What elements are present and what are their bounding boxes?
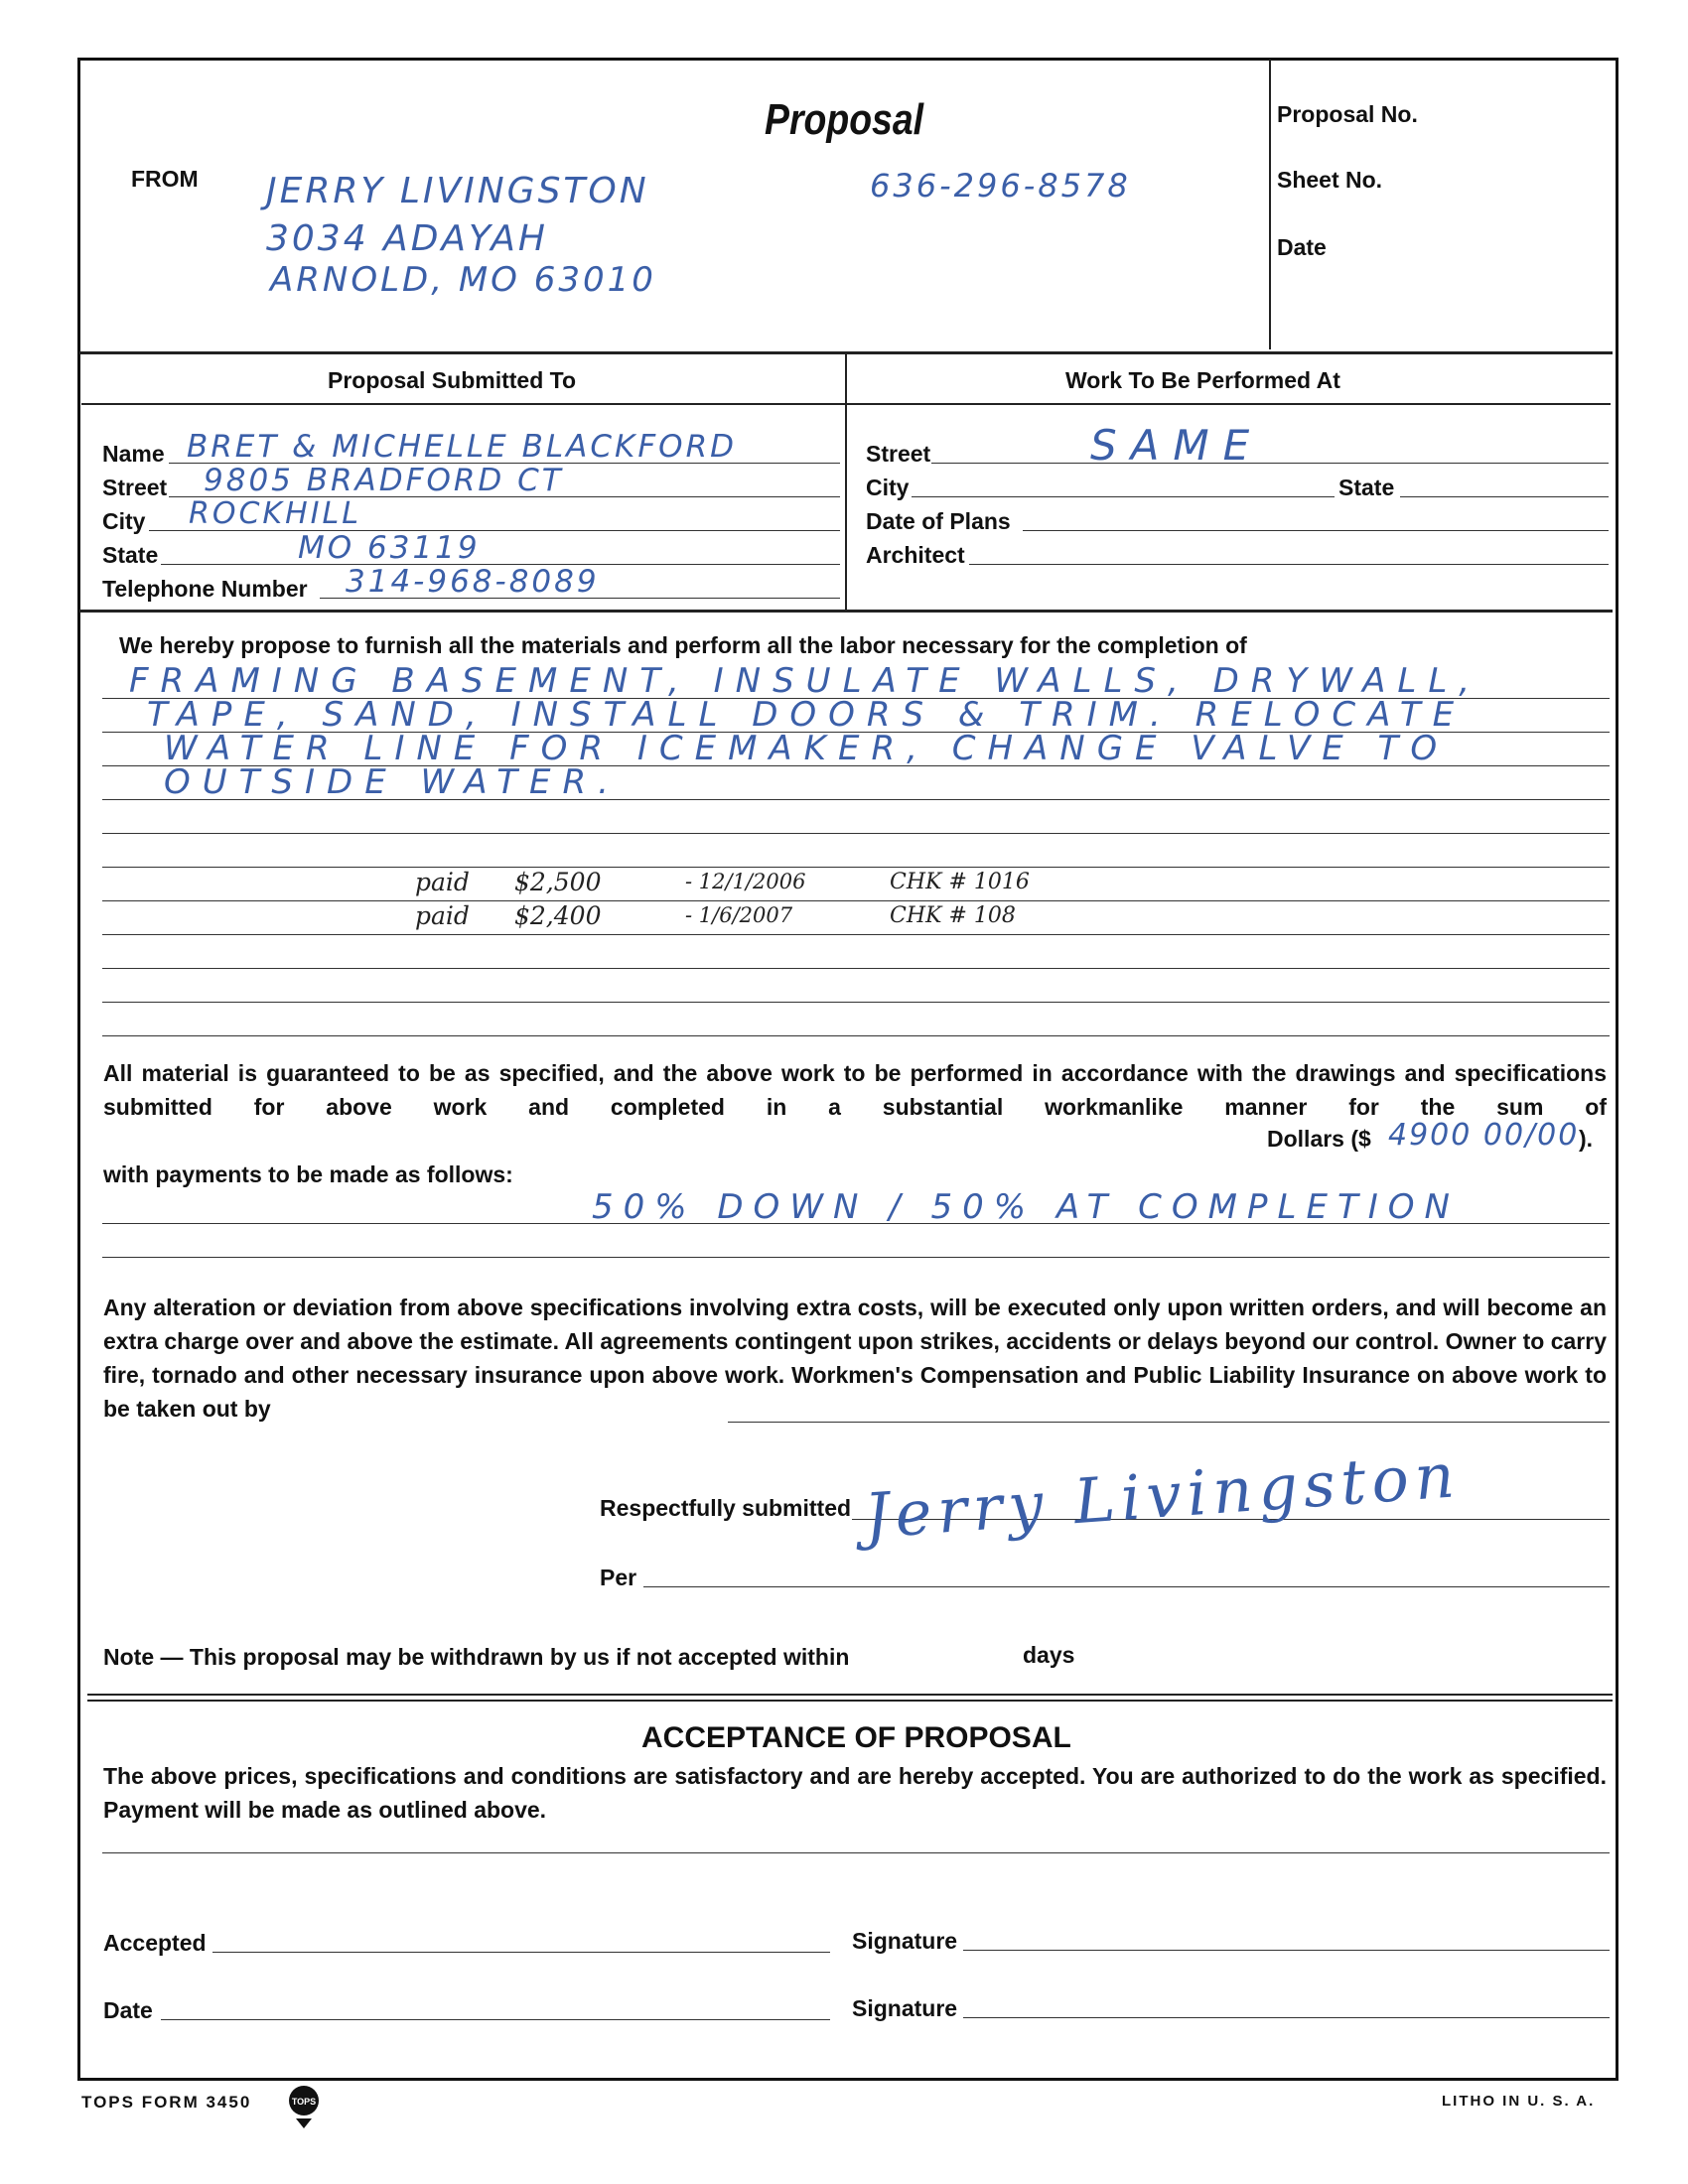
from-phone: 636-296-8578 [870,167,1131,205]
date-label: Date [1277,234,1327,260]
dollars-close: ). [1579,1126,1594,1152]
from-city: ARNOLD, MO 63010 [270,260,656,300]
work-city-label: City [866,475,910,500]
payments-line-2 [102,1257,1610,1258]
page-title: Proposal [765,95,924,144]
svg-text:TOPS: TOPS [291,2097,317,2107]
plans-line [1023,530,1609,531]
header-divider [1269,60,1271,349]
acceptance-date-line [161,2019,830,2020]
dollars-label: Dollars ($ [1267,1126,1371,1152]
work-street-line [931,463,1609,464]
work-line-5 [102,833,1610,834]
street-label: Street [102,475,168,500]
accepted-label: Accepted [103,1930,207,1956]
plans-label: Date of Plans [866,508,1011,534]
work-line-7 [102,900,1610,901]
payment-paid-word: paid [415,868,470,896]
payments-label: with payments to be made as follows: [103,1161,513,1187]
work-description-line: TAPE, SAND, INSTALL DOORS & TRIM. RELOCATE [147,695,1467,735]
acceptance-text: The above prices, specifications and conditions are satisfactory and are hereby accepted. You are authorized to do the work as specified. Payment will be made as outlined above. [103,1763,1607,1823]
signature-line [963,1950,1610,1951]
work-street-label: Street [866,441,931,467]
work-city-line [912,496,1335,497]
payment-paid-word: paid [415,901,470,930]
work-intro: We hereby propose to furnish all the materials and perform all the labor necessary for the completion of [119,632,1247,658]
phone-value: 314-968-8089 [346,564,600,600]
acceptance-top-rule-1 [87,1694,1613,1696]
accepted-line [212,1952,830,1953]
from-street: 3034 ADAYAH [266,218,548,259]
payment-amount: $2,400 [514,901,602,930]
work-street-value: SAME [1090,421,1264,470]
street-value: 9805 BRADFORD CT [204,463,564,498]
name-label: Name [102,441,165,467]
architect-label: Architect [866,542,965,568]
heading-rule [81,403,1611,405]
payments-value: 50% DOWN / 50% AT COMPLETION [592,1187,1460,1227]
work-line-8 [102,934,1610,935]
work-line-10 [102,1002,1610,1003]
per-label: Per [600,1565,637,1590]
work-at-heading: Work To Be Performed At [1065,367,1340,393]
form-number: TOPS FORM 3450 [81,2093,252,2112]
work-line-9 [102,968,1610,969]
payment-date: - 1/6/2007 [685,903,793,927]
state-label: State [102,542,159,568]
acceptance-line [102,1852,1610,1853]
tops-logo-icon [284,2083,324,2130]
from-label: FROM [131,166,199,192]
city-label: City [102,508,146,534]
acceptance-heading: ACCEPTANCE OF PROPOSAL [641,1721,1071,1754]
work-state-line [1400,496,1609,497]
state-value: MO 63119 [298,530,481,566]
alteration-text: Any alteration or deviation from above specifications involving extra costs, will be executed only upon written orders, and will become an extra charge over and above the estimate. All agreements contingent upon strikes, accidents or delays beyond our control. Owner to carry fire, tornado and other necessary insurance upon above work. Workmen's Compensation and Public Liability Insurance on above work to be taken out by [103,1295,1607,1422]
litho-text: LITHO IN U. S. A. [1442,2093,1596,2110]
work-description-line: OUTSIDE WATER. [164,762,621,802]
proposal-no-label: Proposal No. [1277,101,1418,127]
signature2-line [963,2017,1610,2018]
acceptance-date-label: Date [103,1997,153,2023]
middle-divider [845,353,847,610]
work-line-11 [102,1035,1610,1036]
signature-label: Signature [852,1928,958,1954]
address-bottom-rule [79,610,1613,613]
per-line [643,1586,1610,1587]
payment-date: - 12/1/2006 [685,870,806,893]
payment-check: CHK # 1016 [890,870,1030,894]
city-value: ROCKHILL [189,496,361,531]
payment-check: CHK # 108 [890,903,1016,928]
insurance-line [728,1422,1610,1423]
name-value: BRET & MICHELLE BLACKFORD [187,429,737,465]
dollars-value: 4900 00/00 [1388,1118,1580,1153]
work-state-label: State [1338,475,1395,500]
acceptance-top-rule-2 [87,1700,1613,1702]
note-text: Note — This proposal may be withdrawn by us if not accepted within [103,1644,850,1670]
note-days: days [1023,1642,1075,1668]
submitted-to-heading: Proposal Submitted To [328,367,577,393]
signature2-label: Signature [852,1995,958,2021]
payment-amount: $2,500 [514,868,602,896]
work-description-line: FRAMING BASEMENT, INSULATE WALLS, DRYWALL, [129,661,1482,701]
respectfully-label: Respectfully submitted [600,1495,852,1521]
guarantee-text: All material is guaranteed to be as specified, and the above work to be performed in accordance with the drawings and specifications submitted for above work and completed in a substantial workmanlike manner for the sum of [103,1060,1607,1120]
sheet-no-label: Sheet No. [1277,167,1383,193]
phone-label: Telephone Number [102,576,308,602]
signature: Jerry Livingston [862,1438,1463,1553]
work-description-line: WATER LINE FOR ICEMAKER, CHANGE VALVE TO [164,729,1450,768]
work-line-6 [102,867,1610,868]
architect-line [969,564,1609,565]
from-name: JERRY LIVINGSTON [266,171,649,211]
